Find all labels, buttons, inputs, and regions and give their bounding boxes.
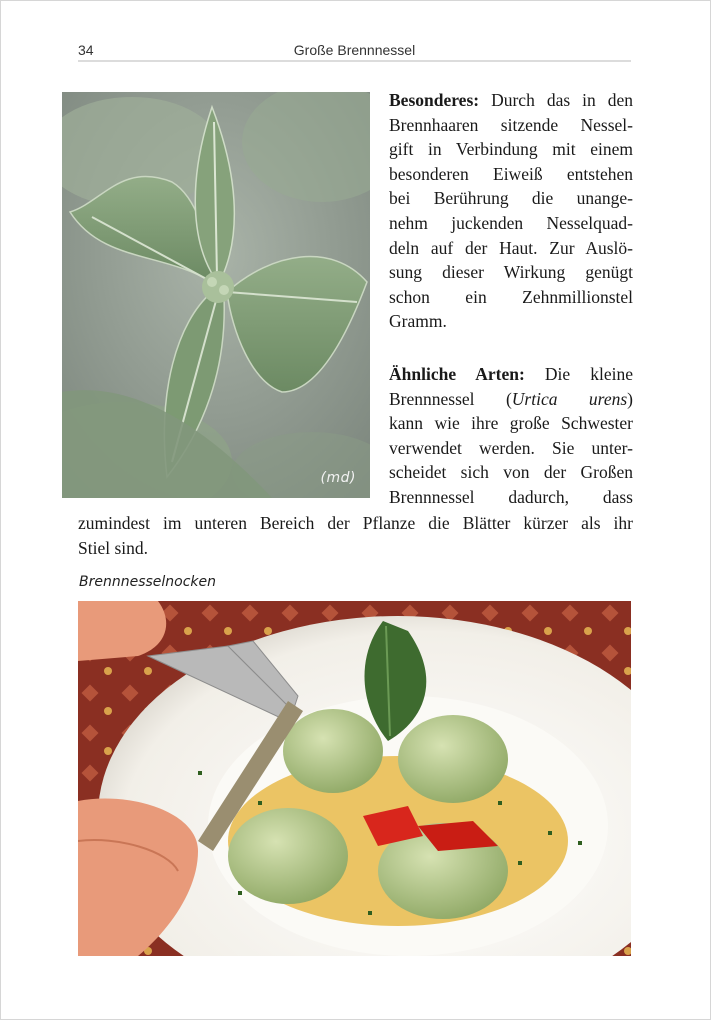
text-line: nehm juckenden Nesselquad-	[389, 212, 633, 233]
text-line: bei Berührung die unange-	[389, 188, 633, 209]
dish-photo	[78, 601, 631, 956]
besonderes-heading: Besonderes:	[389, 90, 480, 110]
nettle-photo	[62, 92, 370, 498]
besonderes-paragraph	[389, 88, 633, 334]
text-line: kann wie ihre große Schwester	[389, 413, 633, 434]
text-line: gift in Verbindung mit einem	[389, 139, 633, 160]
text-line: scheidet sich von der Großen	[389, 462, 633, 483]
text-line-full: zumindest im unteren Bereich der Pflanze die Blätter kürzer als ihr	[78, 513, 633, 533]
text-line: Gramm.	[389, 311, 447, 332]
text-fragment: )	[627, 388, 633, 409]
text-line: besonderen Eiweiß entstehen	[389, 163, 633, 184]
text-line-full: Stiel sind.	[78, 538, 149, 558]
latin-name: Urtica urens	[511, 388, 628, 409]
text-line: Brennnessel dadurch, dass	[389, 486, 633, 507]
text-line: verwendet werden. Sie unter-	[389, 437, 633, 458]
text-fragment: Brennnessel (	[389, 388, 512, 409]
text-line: sung dieser Wirkung genügt	[389, 262, 633, 283]
running-title: Große Brennnessel	[293, 42, 416, 58]
text-fragment: Durch das in den	[491, 90, 633, 110]
dish-illustration	[78, 601, 631, 956]
text-line	[389, 362, 633, 387]
nettle-illustration	[62, 92, 370, 498]
aehnliche-paragraph	[389, 362, 633, 510]
text-line: Brennhaaren sitzende Nessel-	[389, 114, 633, 135]
text-line: schon ein Zehnmillionstel	[389, 286, 633, 307]
photo-caption: Brennnesselnocken	[79, 574, 217, 590]
text-line: deln auf der Haut. Zur Auslö-	[389, 237, 633, 258]
photo-credit: (md)	[320, 470, 356, 486]
aehnliche-heading: Ähnliche Arten:	[389, 364, 525, 384]
text-line	[389, 387, 633, 412]
page-header	[78, 40, 631, 62]
text-fragment: Die kleine	[544, 364, 633, 384]
page-number: 34	[78, 42, 94, 58]
text-line	[389, 88, 633, 113]
